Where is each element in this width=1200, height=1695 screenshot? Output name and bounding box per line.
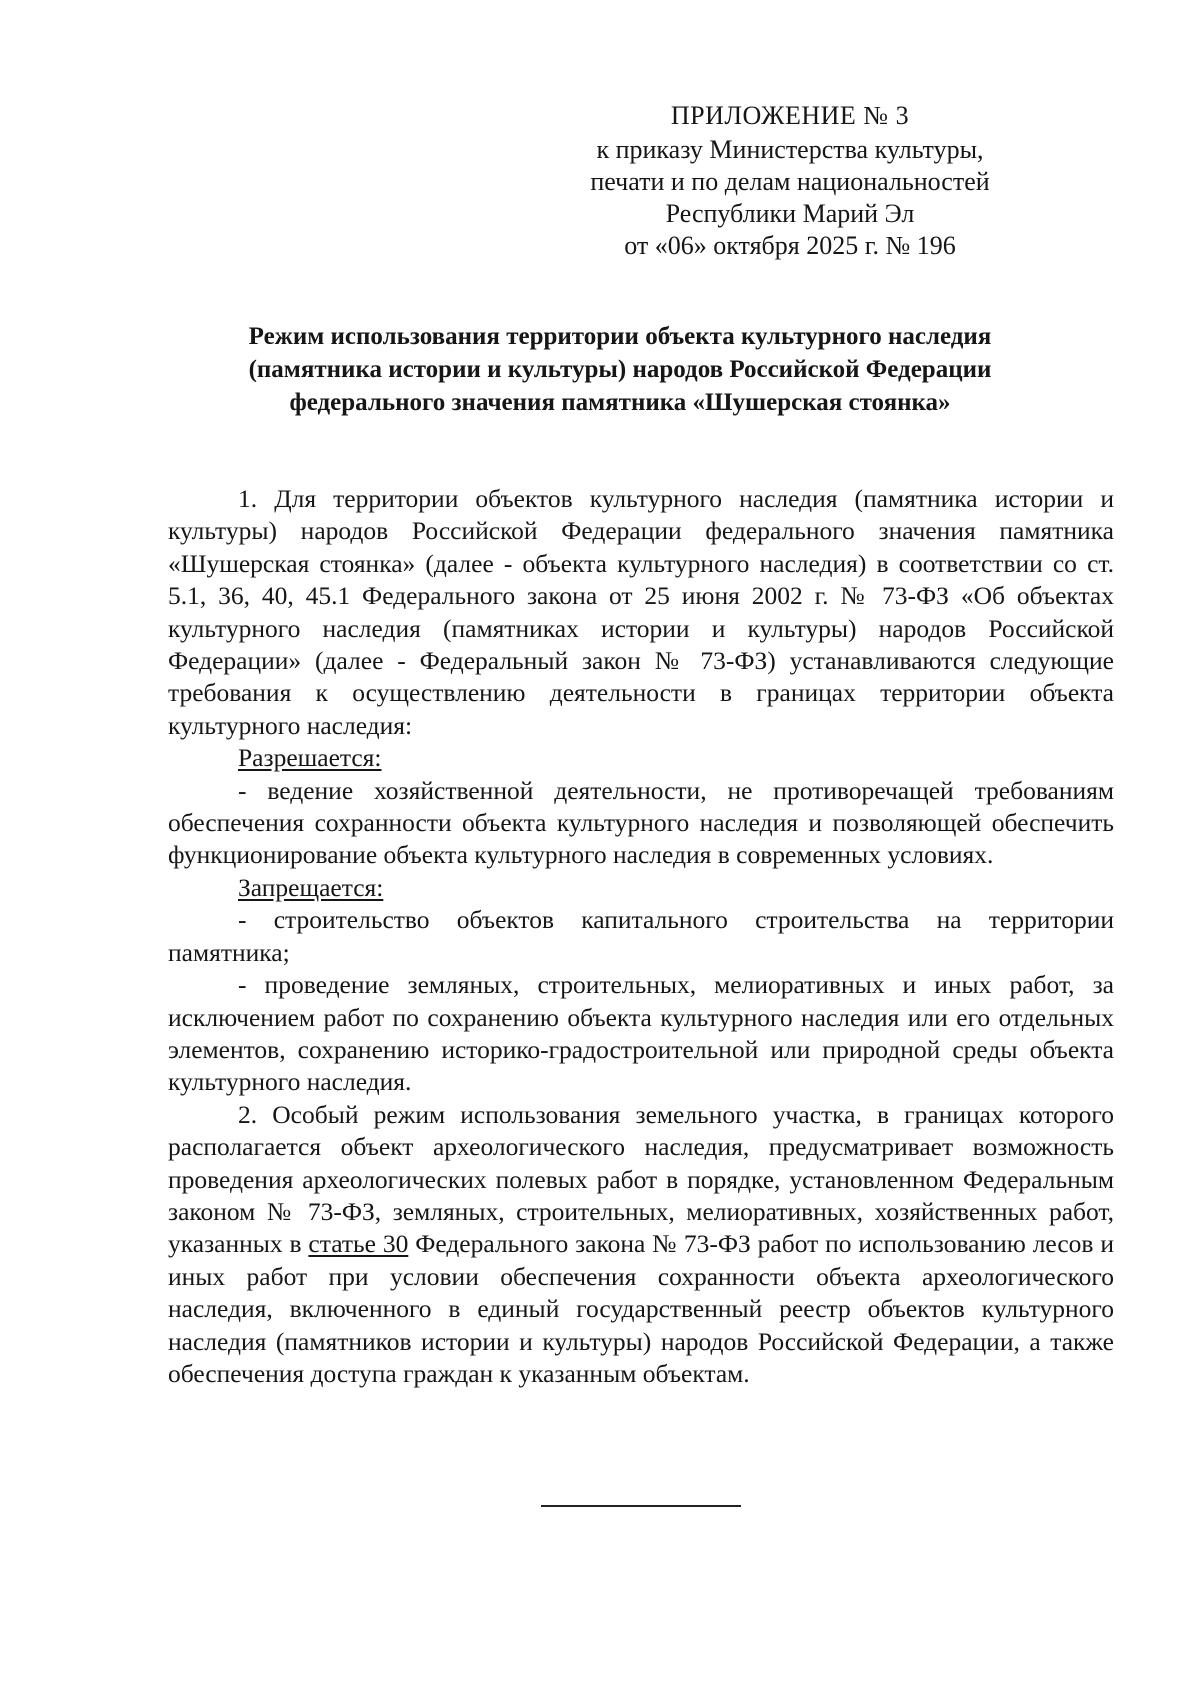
forbidden-label: Запрещается: [238,872,384,902]
document-body [168,483,1114,1390]
appendix-line: к приказу Министерства культуры, [596,135,984,164]
paragraph-2-text-end: Федерального закона № 73-ФЗ работ по использованию лесов и иных работ при условии обеспечения сохранности объекта археологического наследия, включенного в единый государственный реестр объектов культурного наследия (памятников истории и культуры) народов Российской Федерации, а также обеспечения доступа граждан к указанным объектам. [168,1229,1114,1388]
appendix-line: печати и по делам национальностей [590,167,990,196]
forbidden-label-line [168,872,1114,904]
allowed-label: Разрешается: [238,743,382,773]
allowed-label-line [168,742,1114,774]
document-title [160,320,1080,419]
appendix-date-line: от «06» октября 2025 г. № 196 [624,231,956,260]
end-divider [541,1505,741,1507]
allowed-item: - ведение хозяйственной деятельности, не противоречащей требованиям обеспечения сохранности объекта культурного наследия и позволяющей обеспечить функционирование объекта культурного наследия в современных условиях. [168,775,1114,870]
article-30-link[interactable]: статье 30 [308,1229,409,1259]
paragraph-2 [168,1099,1114,1391]
document-title-line: Режим использования территории объекта культурного наследия [248,323,992,350]
forbidden-item: - строительство объектов капитального строительства на территории памятника; [168,905,1114,967]
appendix-line: Республики Марий Эл [665,199,915,228]
document-title-line: (памятника истории и культуры) народов Российской Федерации [248,356,992,383]
paragraph-1: 1. Для территории объектов культурного наследия (памятника истории и культуры) народов Российской Федерации федерального значения памятника «Шушерская стоянка» (далее - объекта культурного наследия) в соответствии со ст. 5.1, 36, 40, 45.1 Федерального закона от 25 июня 2002 г. № 73-ФЗ «Об объектах культурного наследия (памятниках истории и культуры) народов Российской Федерации» (далее - Федеральный закон № 73-ФЗ) устанавливаются следующие требования к осуществлению деятельности в границах территории объекта культурного наследия: [168,484,1114,740]
paragraph-2-text: 2. Особый режим использования земельного участка, в границах которого располагается объект археологического наследия, предусматривает возможность проведения археологических полевых работ в порядке, установленном Федеральным законом № 73-ФЗ, земляных, строительных, мелиоративных, хозяйственных работ, указанных в [168,1099,1114,1259]
document-title-line: федерального значения памятника «Шушерская стоянка» [289,389,951,416]
forbidden-item: - проведение земляных, строительных, мелиоративных и иных работ, за исключением работ по сохранению объекта культурного наследия или его отдельных элементов, сохранению историко-градостроительной или природной среды объекта культурного наследия. [168,970,1114,1097]
appendix-title: ПРИЛОЖЕНИЕ № 3 [670,101,910,130]
appendix-header [560,100,1020,262]
